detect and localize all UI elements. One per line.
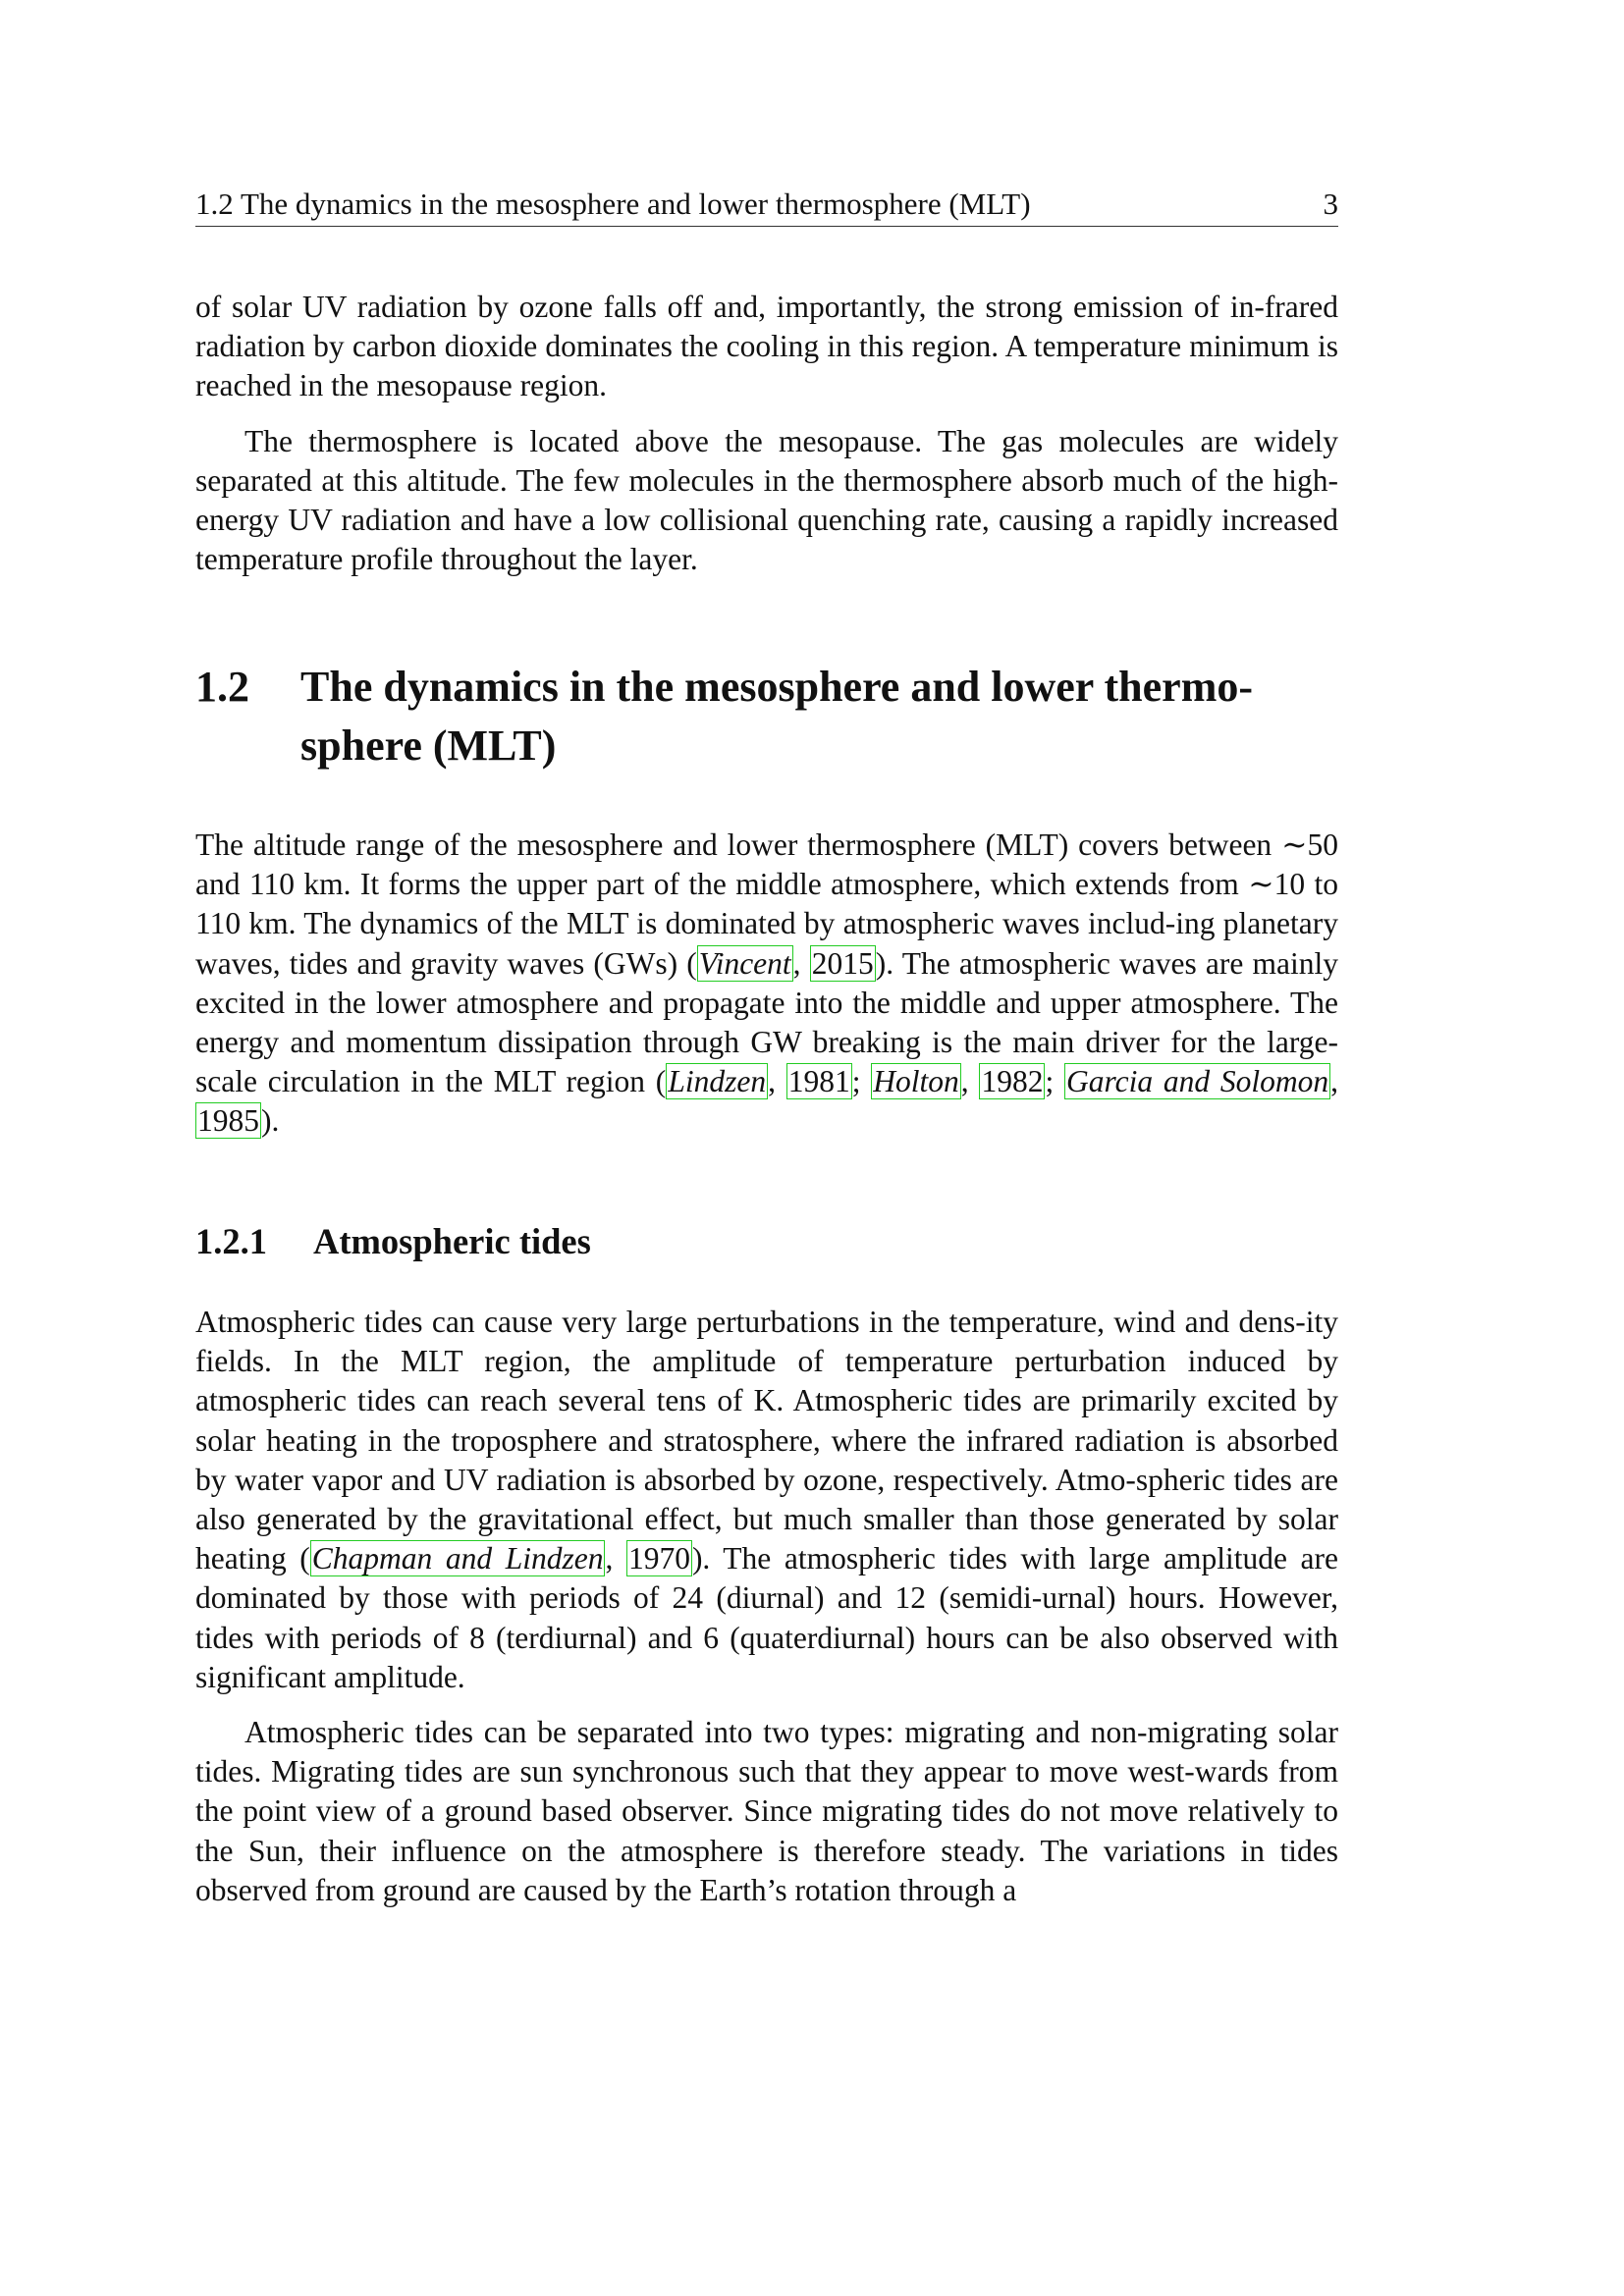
section-number: 1.2 [195, 663, 249, 711]
section-text-c: ). [261, 1103, 280, 1139]
subsection-text-a: Atmospheric tides can cause very large perturbations in the temperature, wind and dens-ity fields. In the MLT region, the amplitude of temperature perturbation induced by atmospheric tides can reach several tens of K. Atmospheric tides are primarily excited by solar heating in the troposphere and stratosphere, where the infrared radiation is absorbed by water vapor and UV radiation is absorbed by ozone, respectively. Atmo-spheric tides are also generated by the gravitational effect, but much smaller than those generated by solar heating ( [195, 1305, 1338, 1576]
subsection-paragraph-1 [195, 1303, 1338, 1697]
intro-block [195, 288, 1338, 579]
section-text-b: ). The atmospheric waves are mainly excited in the lower atmosphere and propagate into the middle and upper atmosphere. The energy and momentum dissipation through GW breaking is the main driver for the large-scale circulation in the MLT region ( [195, 945, 1338, 1099]
citation-separator: , [960, 1064, 980, 1099]
citation-separator: , [1330, 1064, 1339, 1099]
citation-holton-link[interactable]: Holton [873, 1064, 959, 1099]
intro-paragraph-2: The thermosphere is located above the mesopause. The gas molecules are widely separated at this altitude. The few molecules in the thermosphere absorb much of the high-energy UV radiation and have a low collisional quenching rate, causing a rapidly increased temperature profile throughout the layer. [195, 423, 1338, 577]
citation-1981-link[interactable]: 1981 [787, 1064, 850, 1099]
subsection-body [195, 1303, 1338, 1910]
subsection-text-b: ). The atmospheric tides with large amplitude are dominated by those with periods of 24 (diurnal) and 12 (semidi-urnal) hours. However, tides with periods of 8 (terdiurnal) and 6 (quaterdiurnal) hours can be also observed with significant amplitude. [195, 1541, 1338, 1694]
citation-1970-link[interactable]: 1970 [627, 1541, 690, 1576]
citation-lindzen-link[interactable]: Lindzen [668, 1064, 767, 1099]
citation-1985-link[interactable]: 1985 [197, 1103, 259, 1139]
subsection-paragraph-2: Atmospheric tides can be separated into two types: migrating and non-migrating solar tides. Migrating tides are sun synchronous such that they appear to move west-wards from the point view of a ground based observer. Since migrating tides do not move relatively to the Sun, their influence on the atmosphere is therefore steady. The variations in tides observed from ground are caused by the Earth’s rotation through a [195, 1715, 1338, 1907]
citation-garcia-solomon-link[interactable]: Garcia and Solomon [1066, 1064, 1329, 1099]
subsection-number: 1.2.1 [195, 1221, 267, 1261]
page-number: 3 [1323, 187, 1338, 221]
citation-2015-link[interactable]: 2015 [811, 945, 874, 981]
running-header-title: 1.2 The dynamics in the mesosphere and lower thermosphere (MLT) [195, 187, 1031, 221]
section-body [195, 826, 1338, 1142]
citation-separator: , [792, 945, 810, 981]
citation-vincent-link[interactable]: Vincent [698, 945, 791, 981]
citation-separator: , [605, 1541, 626, 1576]
citation-separator: ; [1045, 1064, 1064, 1099]
citation-chapman-lindzen-link[interactable]: Chapman and Lindzen [311, 1541, 604, 1576]
citation-separator: , [768, 1064, 786, 1099]
section-paragraph-1 [195, 826, 1338, 1142]
section-text-a: The altitude range of the mesosphere and lower thermosphere (MLT) covers between ∼50 and 110 km. It forms the upper part of the middle atmosphere, which extends from ∼10 to 110 km. The dynamics of the MLT is dominated by atmospheric waves includ-ing planetary waves, tides and gravity waves (GWs) ( [195, 828, 1338, 981]
section-title: The dynamics in the mesosphere and lower thermo-sphere (MLT) [300, 663, 1254, 770]
subsection-title: Atmospheric tides [313, 1221, 591, 1261]
intro-paragraph-1: of solar UV radiation by ozone falls off and, importantly, the strong emission of in-frared radiation by carbon dioxide dominates the cooling in this region. A temperature minimum is reached in the mesopause region. [195, 290, 1338, 403]
citation-1982-link[interactable]: 1982 [981, 1064, 1044, 1099]
citation-separator: ; [851, 1064, 872, 1099]
running-header [195, 185, 1338, 227]
